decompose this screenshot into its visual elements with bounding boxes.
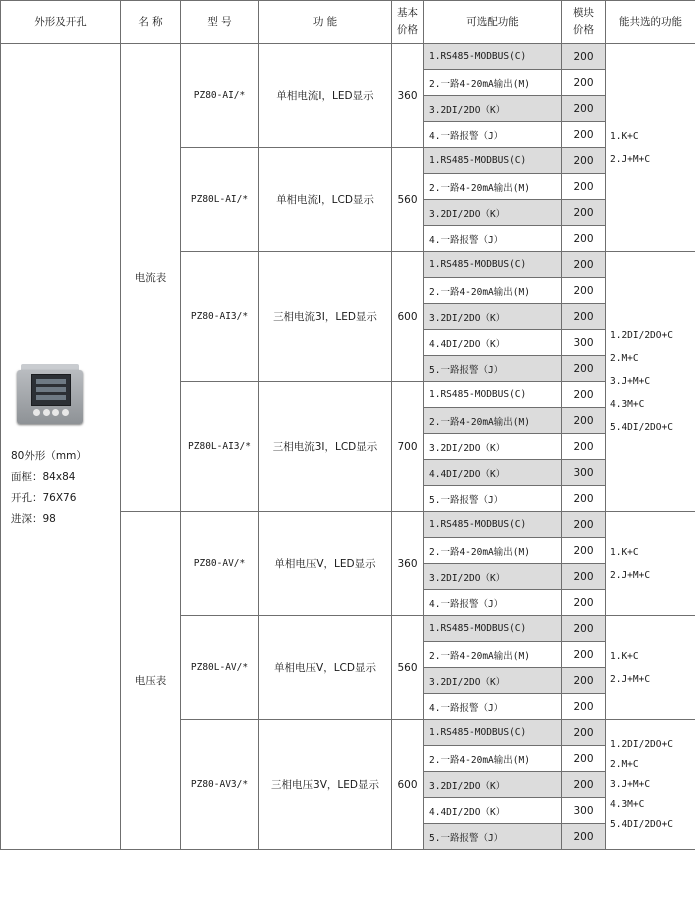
option-label: 2.一路4-20mA输出(M)	[424, 642, 562, 668]
product-model: PZ80L-AV/*	[181, 616, 259, 720]
option-label: 2.一路4-20mA输出(M)	[424, 538, 562, 564]
option-price: 200	[562, 304, 606, 330]
option-price: 200	[562, 486, 606, 512]
spec-line: 开孔：76X76	[11, 491, 77, 504]
product-function: 三相电流3I，LED显示	[259, 252, 392, 382]
option-label: 2.一路4-20mA输出(M)	[424, 70, 562, 96]
option-price: 200	[562, 824, 606, 850]
combo-cell	[606, 512, 695, 616]
option-price: 200	[562, 148, 606, 174]
header-module-price: 模块 价格	[562, 1, 606, 44]
option-label: 2.一路4-20mA输出(M)	[424, 746, 562, 772]
product-model: PZ80L-AI/*	[181, 148, 259, 252]
header-function: 功 能	[259, 1, 392, 44]
product-model: PZ80-AI3/*	[181, 252, 259, 382]
product-base-price: 600	[392, 252, 424, 382]
header-base-price: 基本 价格	[392, 1, 424, 44]
group-name: 电压表	[121, 512, 181, 850]
option-price: 200	[562, 408, 606, 434]
product-function: 单相电压V，LED显示	[259, 512, 392, 616]
option-label: 4.4DI/2DO（K）	[424, 460, 562, 486]
option-price: 200	[562, 616, 606, 642]
product-function: 三相电压3V，LED显示	[259, 720, 392, 850]
option-price: 200	[562, 434, 606, 460]
combo-cell	[606, 252, 695, 512]
product-function: 单相电流I，LED显示	[259, 44, 392, 148]
combo-item: 1.K+C	[610, 650, 639, 662]
header-outline: 外形及开孔	[1, 1, 121, 44]
option-label: 1.RS485-MODBUS(C)	[424, 616, 562, 642]
option-price: 200	[562, 382, 606, 408]
option-price: 200	[562, 96, 606, 122]
spec-line: 80外形（mm）	[11, 449, 87, 462]
option-label: 4.4DI/2DO（K）	[424, 798, 562, 824]
product-base-price: 560	[392, 616, 424, 720]
combo-item: 1.K+C	[610, 130, 639, 142]
option-price: 200	[562, 538, 606, 564]
option-price: 200	[562, 564, 606, 590]
option-price: 200	[562, 44, 606, 70]
combo-item: 2.M+C	[610, 758, 639, 770]
combo-cell	[606, 616, 695, 720]
combo-item: 4.3M+C	[610, 399, 645, 410]
option-price: 200	[562, 252, 606, 278]
option-label: 1.RS485-MODBUS(C)	[424, 512, 562, 538]
combo-item: 2.M+C	[610, 353, 639, 364]
option-price: 200	[562, 694, 606, 720]
product-base-price: 360	[392, 512, 424, 616]
outline-cell	[1, 44, 121, 850]
product-model: PZ80-AV3/*	[181, 720, 259, 850]
option-label: 3.2DI/2DO（K）	[424, 772, 562, 798]
combo-item: 2.J+M+C	[610, 673, 651, 685]
option-label: 3.2DI/2DO（K）	[424, 96, 562, 122]
option-price: 200	[562, 590, 606, 616]
option-price: 200	[562, 746, 606, 772]
option-label: 1.RS485-MODBUS(C)	[424, 44, 562, 70]
product-base-price: 360	[392, 44, 424, 148]
option-label: 3.2DI/2DO（K）	[424, 668, 562, 694]
option-label: 2.一路4-20mA输出(M)	[424, 278, 562, 304]
product-base-price: 600	[392, 720, 424, 850]
option-label: 3.2DI/2DO（K）	[424, 434, 562, 460]
product-model: PZ80L-AI3/*	[181, 382, 259, 512]
option-label: 4.一路报警（J）	[424, 122, 562, 148]
group-name: 电流表	[121, 44, 181, 512]
option-price: 300	[562, 330, 606, 356]
option-label: 1.RS485-MODBUS(C)	[424, 382, 562, 408]
option-price: 200	[562, 200, 606, 226]
option-price: 200	[562, 278, 606, 304]
option-label: 2.一路4-20mA输出(M)	[424, 174, 562, 200]
combo-item: 1.K+C	[610, 546, 639, 558]
combo-item: 4.3M+C	[610, 798, 645, 810]
option-price: 200	[562, 122, 606, 148]
option-label: 3.2DI/2DO（K）	[424, 200, 562, 226]
option-price: 200	[562, 356, 606, 382]
meter-photo-icon	[17, 364, 83, 424]
option-price: 200	[562, 226, 606, 252]
option-label: 4.4DI/2DO（K）	[424, 330, 562, 356]
option-label: 1.RS485-MODBUS(C)	[424, 720, 562, 746]
option-label: 5.一路报警（J）	[424, 824, 562, 850]
combo-item: 2.J+M+C	[610, 153, 651, 165]
combo-cell	[606, 720, 695, 850]
combo-item: 1.2DI/2DO+C	[610, 738, 673, 750]
header-row	[1, 1, 695, 44]
table-row	[1, 44, 695, 70]
spec-line: 进深：98	[11, 512, 56, 525]
option-label: 4.一路报警（J）	[424, 694, 562, 720]
combo-cell	[606, 44, 695, 252]
option-label: 5.一路报警（J）	[424, 356, 562, 382]
product-model: PZ80-AI/*	[181, 44, 259, 148]
option-label: 5.一路报警（J）	[424, 486, 562, 512]
option-price: 200	[562, 512, 606, 538]
product-base-price: 700	[392, 382, 424, 512]
header-combo: 能共选的功能	[606, 1, 695, 44]
combo-item: 5.4DI/2DO+C	[610, 422, 673, 433]
option-label: 1.RS485-MODBUS(C)	[424, 148, 562, 174]
product-function: 三相电流3I，LCD显示	[259, 382, 392, 512]
header-name: 名 称	[121, 1, 181, 44]
product-base-price: 560	[392, 148, 424, 252]
product-model: PZ80-AV/*	[181, 512, 259, 616]
option-label: 4.一路报警（J）	[424, 590, 562, 616]
combo-item: 1.2DI/2DO+C	[610, 330, 673, 341]
outline-spec	[11, 446, 120, 530]
option-price: 300	[562, 798, 606, 824]
option-label: 3.2DI/2DO（K）	[424, 564, 562, 590]
option-price: 200	[562, 772, 606, 798]
header-options: 可选配功能	[424, 1, 562, 44]
spec-line: 面框：84x84	[11, 470, 76, 483]
combo-item: 3.J+M+C	[610, 376, 651, 387]
option-price: 200	[562, 642, 606, 668]
option-price: 200	[562, 668, 606, 694]
option-label: 1.RS485-MODBUS(C)	[424, 252, 562, 278]
combo-item: 2.J+M+C	[610, 569, 651, 581]
option-price: 200	[562, 174, 606, 200]
header-model: 型 号	[181, 1, 259, 44]
combo-item: 3.J+M+C	[610, 778, 651, 790]
option-label: 3.2DI/2DO（K）	[424, 304, 562, 330]
product-function: 单相电压V，LCD显示	[259, 616, 392, 720]
option-price: 200	[562, 70, 606, 96]
option-price: 300	[562, 460, 606, 486]
option-label: 4.一路报警（J）	[424, 226, 562, 252]
option-price: 200	[562, 720, 606, 746]
product-function: 单相电流I，LCD显示	[259, 148, 392, 252]
combo-item: 5.4DI/2DO+C	[610, 818, 673, 830]
option-label: 2.一路4-20mA输出(M)	[424, 408, 562, 434]
